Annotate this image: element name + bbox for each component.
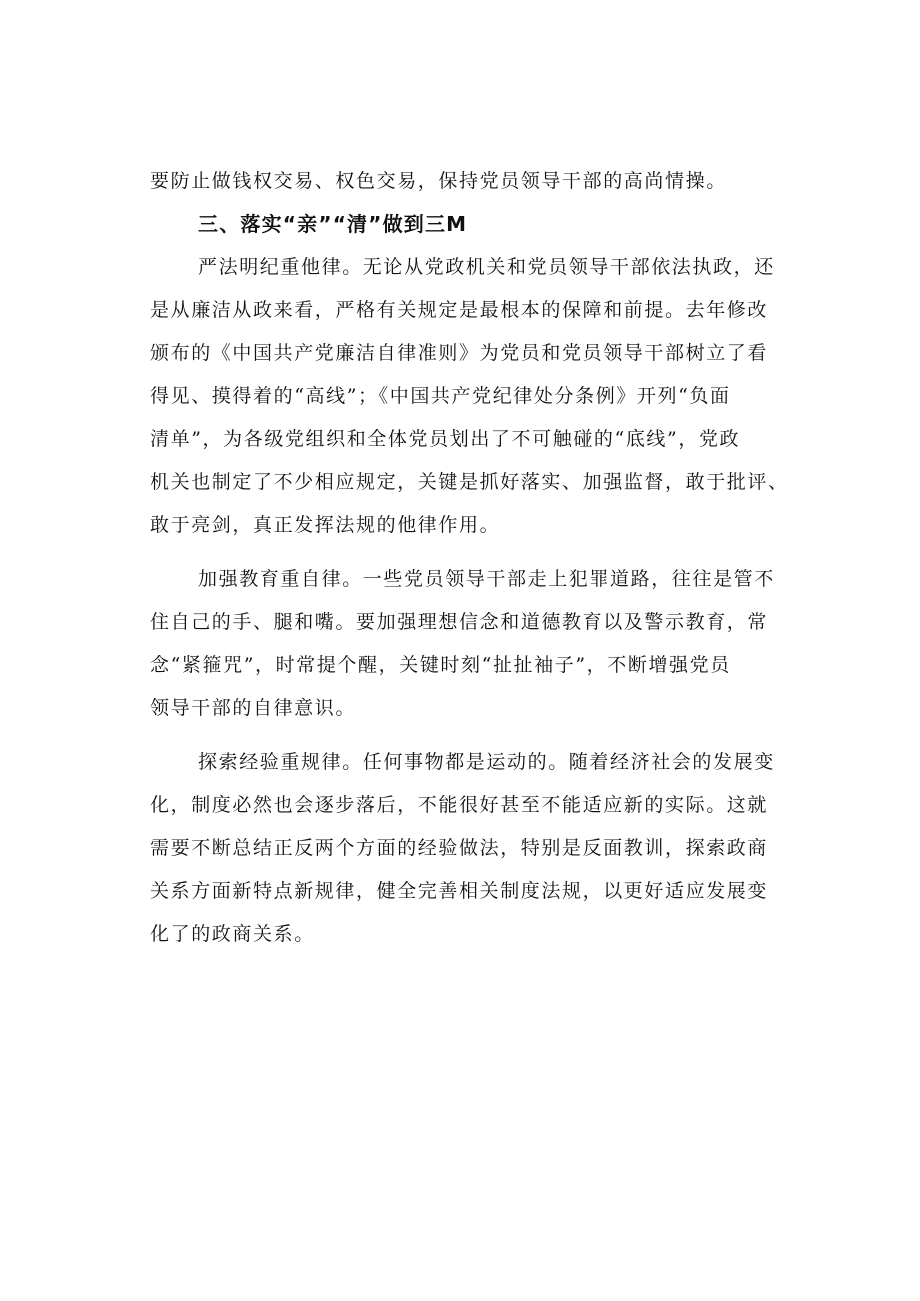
paragraph-line: 加强教育重自律。一些党员领导干部走上犯罪道路，往往是管不 [198,568,775,590]
paragraph-2 [150,558,810,730]
paragraph-line: 领导干部的自律意识。 [150,697,357,719]
paragraph-line: 颁布的《中国共产党廉洁自律准则》为党员和党员领导干部树立了看 [150,342,769,364]
paragraph-line: 关系方面新特点新规律，健全完善相关制度法规，以更好适应发展变 [150,880,769,902]
paragraph-line: 念“紧箍咒”，时常提个醒，关键时刻“扯扯袖子”，不断增强党员 [150,654,731,676]
paragraph-line: 化了的政商关系。 [150,923,315,945]
paragraph-line: 化，制度必然也会逐步落后，不能很好甚至不能适应新的实际。这就 [150,794,769,816]
section-heading: 三、落实“亲”“清”做到三M [198,212,468,236]
carryover-line: 要防止做钱权交易、权色交易，保持党员领导干部的高尚情操。 [150,170,727,192]
paragraph-line: 是从廉洁从政来看，严格有关规定是最根本的保障和前提。去年修改 [150,299,769,321]
paragraph-line: 严法明纪重他律。无论从党政机关和党员领导干部依法执政，还 [198,256,775,278]
paragraph-3 [150,741,810,956]
document-body [150,160,810,956]
paragraph-spacer [150,547,810,558]
paragraph-spacer [150,730,810,741]
paragraph-line: 需要不断总结正反两个方面的经验做法，特别是反面教训，探索政商 [150,837,769,859]
paragraph-line: 敢于亮剑，真正发挥法规的他律作用。 [150,514,501,536]
paragraph-line: 清单”，为各级党组织和全体党员划出了不可触碰的“底线”，党政 [150,428,741,450]
paragraph-line: 探索经验重规律。任何事物都是运动的。随着经济社会的发展变 [198,751,775,773]
paragraph-line: 得见、摸得着的“高线”；《中国共产党纪律处分条例》开列“负面 [150,385,731,407]
paragraph-1 [150,246,810,547]
paragraph-line: 机关也制定了不少相应规定，关键是抓好落实、加强监督，敢于批评、 [150,471,789,493]
paragraph-line: 住自己的手、腿和嘴。要加强理想信念和道德教育以及警示教育，常 [150,611,769,633]
